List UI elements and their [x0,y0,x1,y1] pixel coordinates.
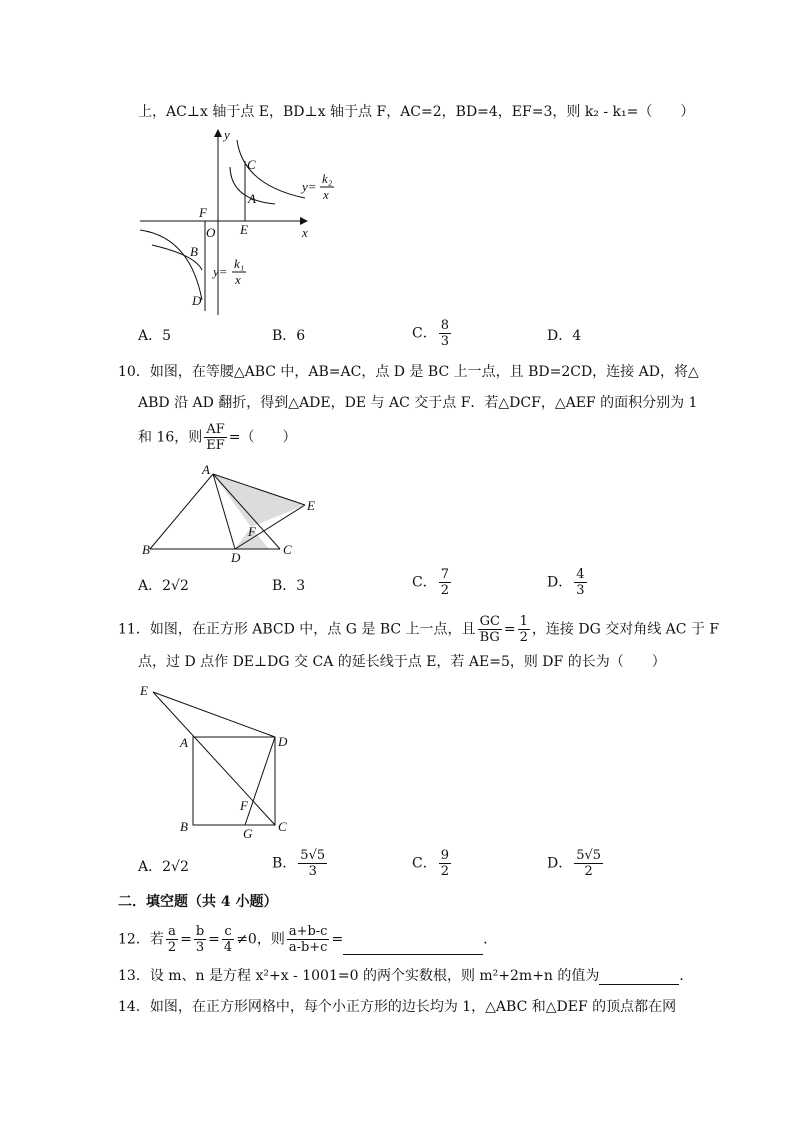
q11-label-A: A [180,735,188,750]
q10-label-E: E [307,498,315,513]
q11-label-E: E [140,683,148,698]
q11-label-B: B [180,819,188,834]
q11-label-D: D [278,734,288,749]
q9-label-x: x [302,225,308,240]
q9-curve2-den: x [323,187,329,202]
q11-line1: 11．如图，在正方形 ABCD 中，点 G 是 BC 上一点，且 $\frac{GC}{BG}$ = $\frac{1}{2}$ ，连接 DG 交对角线 AC 于 F [118,614,720,645]
q13-answer-blank[interactable] [599,970,679,985]
q9-option-c[interactable]: C． $\frac{8}{3}$ [412,318,449,349]
q10-label-B: B [142,542,150,557]
q10-line2: ABD 沿 AD 翻折，得到△ADE，DE 与 AC 交于点 F．若△DCF，△AEF 的面积分别为 1 [138,395,698,411]
q10-option-c[interactable]: C． $\frac{7}{2}$ [412,567,449,598]
q12-line: 12．若 $\frac{a}{2}$ = $\frac{b}{3}$ = $\frac{c}{4}$ ≠0，则 $\frac{a+b-c}{a-b+c}$ = ． [118,924,498,955]
q14-line: 14．如图，在正方形网格中，每个小正方形的边长均为 1，△ABC 和△DEF 的顶点都在网 [118,999,677,1015]
section-title: 二．填空题（共 4 小题） [118,894,278,910]
q9-label-B: B [190,244,198,259]
q11-line2: 点，过 D 点作 DE⊥DG 交 CA 的延长线于点 E，若 AE=5，则 DF 的长为（ ） [138,654,666,670]
q10-line3: 和 16，则 $\frac{AF}{EF}$ =（ ） [138,422,297,453]
q10-label-D: D [231,550,241,565]
q9-label-D: D [192,293,202,308]
q10-option-d[interactable]: D． $\frac{4}{3}$ [547,567,585,598]
q10-triangle-figure [138,462,328,564]
q11-label-F: F [240,798,248,813]
q11-label-C: C [278,819,287,834]
q12-answer-blank[interactable] [343,940,483,955]
q9-curve2-num: k₂ [322,171,333,186]
q11-label-G: G [243,826,253,841]
q9-stem: 上，AC⊥x 轴于点 E，BD⊥x 轴于点 F，AC=2，BD=4，EF=3，则 k₂ - k₁=（ ） [138,104,695,120]
q10-label-A: A [202,462,210,477]
q9-option-d[interactable]: D．4 [547,328,582,344]
q10-option-a[interactable]: A．2√2 [138,578,189,594]
q9-curve1-y: y= [213,264,228,279]
q9-label-y: y [224,127,230,142]
q9-option-a[interactable]: A．5 [138,328,172,344]
q9-curve2-y: y= [302,179,317,194]
q9-label-C: C [247,157,256,172]
q11-square-figure [135,680,305,840]
q10-option-b[interactable]: B．3 [272,578,306,594]
q9-curve1-den: x [235,272,241,287]
q10-label-C: C [283,542,292,557]
q11-option-c[interactable]: C． $\frac{9}{2}$ [412,848,449,879]
q9-curve1-num: k₁ [234,256,245,271]
q13-line: 13．设 m、n 是方程 x²+x - 1001=0 的两个实数根，则 m²+2m+n 的值为 ． [118,968,694,984]
q9-option-b[interactable]: B．6 [272,328,306,344]
q10-line1: 10．如图，在等腰△ABC 中，AB=AC，点 D 是 BC 上一点，且 BD=2CD，连接 AD，将△ [118,364,699,380]
q9-label-F: F [199,205,207,220]
q9-label-A: A [248,191,256,206]
q10-label-F: F [248,524,256,539]
q11-option-d[interactable]: D． $\frac{5√5}{2}$ [547,848,602,879]
q11-option-a[interactable]: A．2√2 [138,859,189,875]
q9-hyperbola-figure [130,125,333,320]
q9-label-O: O [206,225,216,240]
q11-option-b[interactable]: B． $\frac{5√5}{3}$ [272,848,326,879]
q9-label-E: E [240,222,248,237]
